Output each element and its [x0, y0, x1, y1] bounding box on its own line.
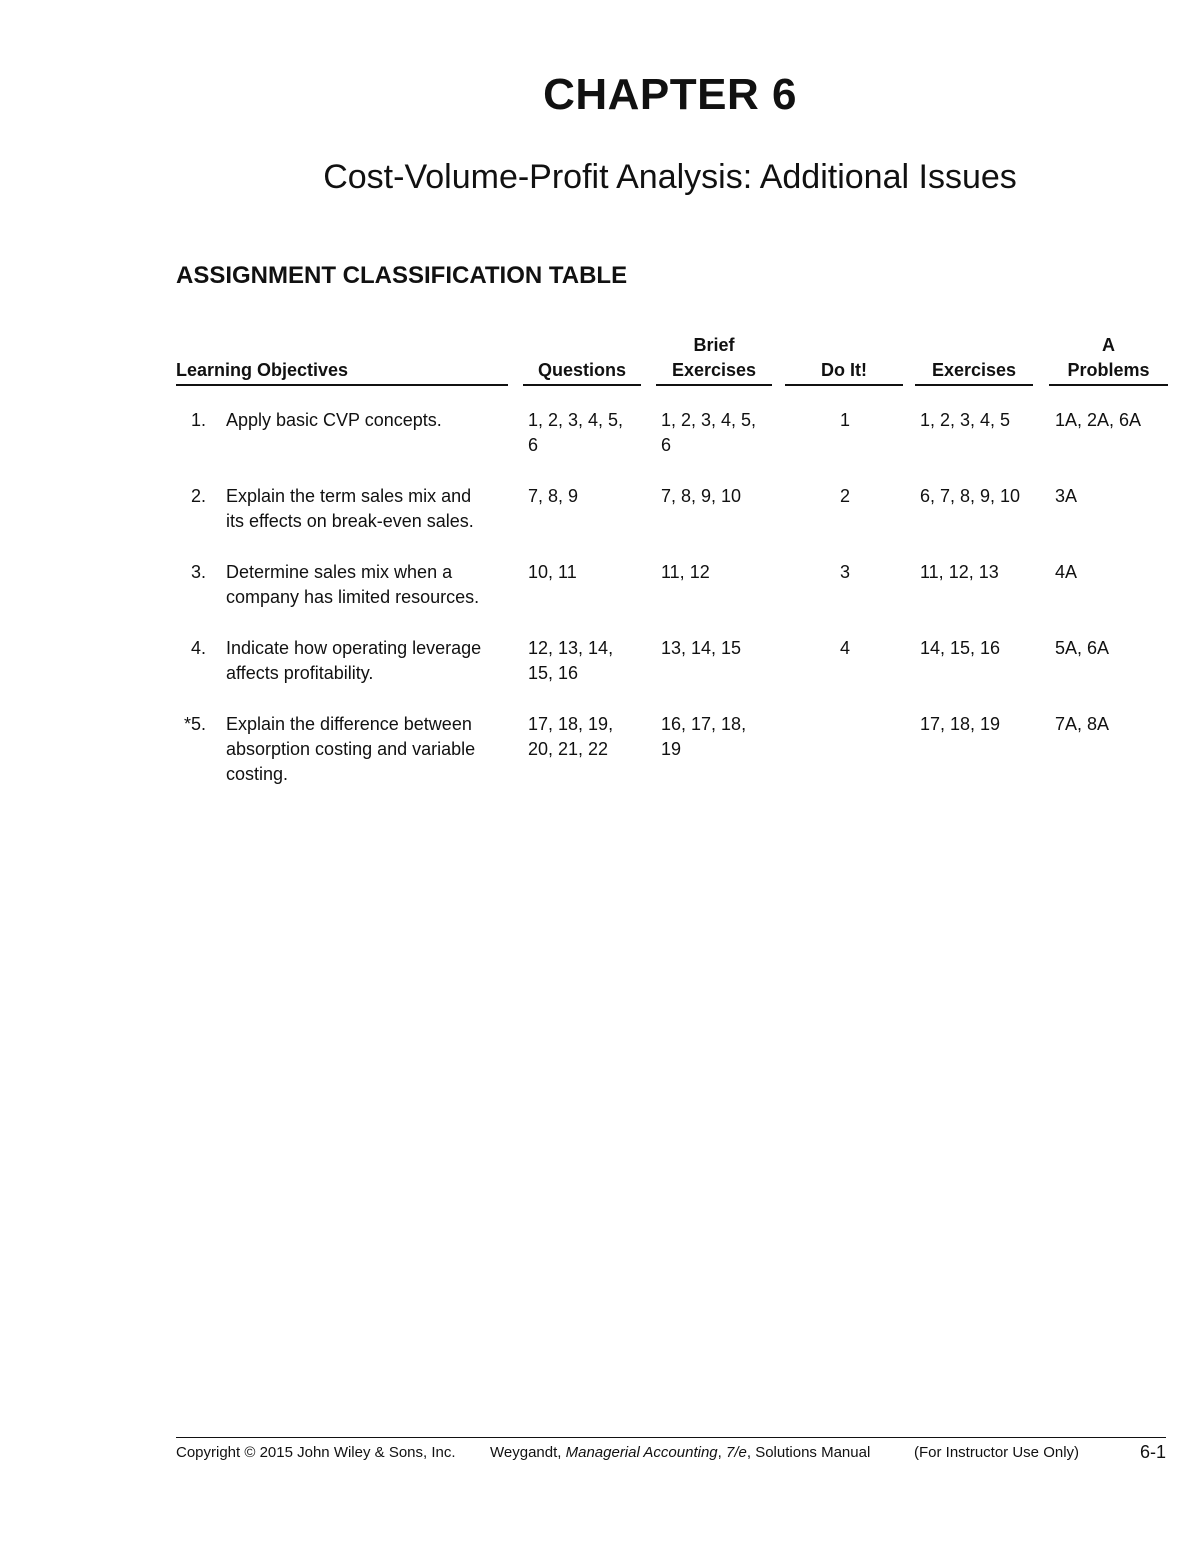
- objective-text-line: costing.: [226, 764, 289, 784]
- questions-cell-line: 20, 21, 22: [528, 739, 609, 759]
- exercises-cell: 1, 2, 3, 4, 5: [920, 410, 1011, 430]
- footer-manual: Solutions Manual: [755, 1444, 871, 1461]
- header-label: Exercises: [931, 360, 1017, 380]
- brief-exercises-cell-line: 13, 14, 15: [661, 638, 742, 658]
- objective-text-line: Determine sales mix when a: [226, 562, 453, 582]
- brief-exercises-cell-line: 7, 8, 9, 10: [661, 486, 742, 506]
- header-label: A: [1102, 335, 1115, 355]
- header-problems: [1049, 333, 1168, 386]
- questions-cell: [528, 408, 648, 458]
- brief-exercises-cell-line: 6: [661, 435, 672, 455]
- header-label: Do It!: [821, 360, 867, 380]
- header-questions: [523, 358, 641, 386]
- header-label: Problems: [1067, 360, 1150, 380]
- footer-book-title: Managerial Accounting: [565, 1444, 718, 1461]
- footer-author: Weygandt,: [490, 1444, 562, 1461]
- brief-exercises-cell: [661, 560, 781, 585]
- objective-text-line: company has limited resources.: [226, 587, 480, 607]
- exercises-cell: 17, 18, 19: [920, 714, 1001, 734]
- brief-exercises-cell: [661, 712, 781, 762]
- objective-text-line: Apply basic CVP concepts.: [226, 410, 442, 430]
- problems-cell: 4A: [1055, 562, 1078, 582]
- problems-cell: 7A, 8A: [1055, 714, 1110, 734]
- footer-divider: [176, 1437, 1166, 1438]
- header-label: Questions: [537, 360, 626, 380]
- questions-cell-line: 12, 13, 14,: [528, 638, 614, 658]
- table-header: [0, 330, 1200, 386]
- header-learning-objectives: [176, 358, 508, 386]
- chapter-title: CHAPTER 6: [543, 70, 797, 119]
- brief-exercises-cell: [661, 484, 781, 509]
- footer-edition: 7/e: [726, 1444, 747, 1461]
- chapter-subtitle: Cost-Volume-Profit Analysis: Additional Issues: [323, 158, 1017, 196]
- footer-copyright: Copyright © 2015 John Wiley & Sons, Inc.: [176, 1444, 456, 1461]
- brief-exercises-cell-line: 11, 12: [661, 562, 710, 582]
- objective-text: [226, 712, 511, 787]
- questions-cell-line: 7, 8, 9: [528, 486, 579, 506]
- objective-text: [226, 484, 511, 534]
- do-it-cell: 1: [839, 410, 850, 430]
- objective-number: 3.: [190, 562, 206, 582]
- questions-cell-line: 6: [528, 435, 539, 455]
- do-it-cell: 3: [839, 562, 850, 582]
- brief-exercises-cell-line: 16, 17, 18,: [661, 714, 747, 734]
- exercises-cell: 11, 12, 13: [920, 562, 999, 582]
- footer-book-citation: Weygandt, Managerial Accounting, 7/e, Solutions Manual: [490, 1444, 871, 1461]
- objective-text: [226, 408, 511, 433]
- section-heading: ASSIGNMENT CLASSIFICATION TABLE: [176, 262, 628, 289]
- objective-text-line: its effects on break-even sales.: [226, 511, 474, 531]
- objective-text-line: affects profitability.: [226, 663, 374, 683]
- header-brief-exercises: [656, 333, 772, 386]
- objective-text-line: absorption costing and variable: [226, 739, 476, 759]
- questions-cell: [528, 636, 648, 686]
- footer-usage-note: (For Instructor Use Only): [914, 1444, 1080, 1461]
- objective-text: [226, 560, 511, 610]
- questions-cell-line: 15, 16: [528, 663, 579, 683]
- header-label: Exercises: [671, 360, 757, 380]
- problems-cell: 3A: [1055, 486, 1078, 506]
- questions-cell-line: 17, 18, 19,: [528, 714, 614, 734]
- questions-cell: [528, 712, 648, 762]
- brief-exercises-cell-line: 19: [661, 739, 682, 759]
- header-label: Learning Objectives: [176, 360, 349, 380]
- objective-number: *5.: [183, 714, 206, 734]
- objective-number: 2.: [190, 486, 206, 506]
- brief-exercises-cell: [661, 636, 781, 661]
- do-it-cell: 4: [839, 638, 850, 658]
- brief-exercises-cell-line: 1, 2, 3, 4, 5,: [661, 410, 757, 430]
- objective-text-line: Explain the term sales mix and: [226, 486, 472, 506]
- do-it-cell: 2: [839, 486, 850, 506]
- questions-cell: [528, 484, 648, 509]
- objective-text-line: Indicate how operating leverage: [226, 638, 482, 658]
- exercises-cell: 6, 7, 8, 9, 10: [920, 486, 1021, 506]
- questions-cell-line: 1, 2, 3, 4, 5,: [528, 410, 624, 430]
- objective-number: 4.: [190, 638, 206, 658]
- header-exercises: [915, 358, 1033, 386]
- questions-cell: [528, 560, 648, 585]
- questions-cell-line: 10, 11: [528, 562, 577, 582]
- brief-exercises-cell: [661, 408, 781, 458]
- problems-cell: 1A, 2A, 6A: [1055, 410, 1142, 430]
- exercises-cell: 14, 15, 16: [920, 638, 1001, 658]
- objective-number: 1.: [190, 410, 206, 430]
- page-number: 6-1: [1139, 1442, 1166, 1462]
- header-label: Brief: [693, 335, 735, 355]
- page-footer: [176, 1444, 1166, 1466]
- problems-cell: 5A, 6A: [1055, 638, 1110, 658]
- objective-text-line: Explain the difference between: [226, 714, 472, 734]
- header-do-it: [785, 358, 903, 386]
- objective-text: [226, 636, 511, 686]
